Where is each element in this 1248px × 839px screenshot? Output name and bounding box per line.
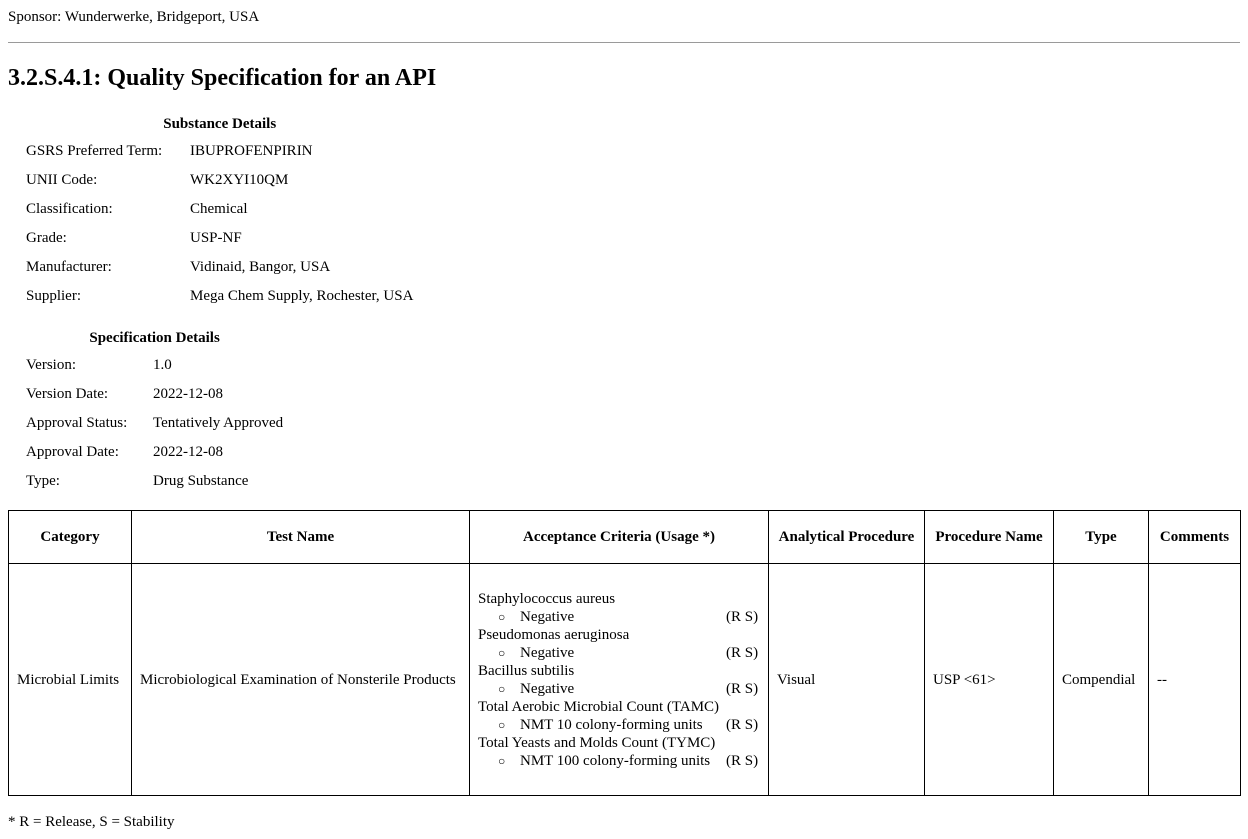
criteria-result	[478, 752, 760, 770]
page-title: 3.2.S.4.1: Quality Specification for an API	[8, 65, 437, 91]
spec-label: Version Date:	[26, 385, 109, 402]
header-analytical-procedure: Analytical Procedure	[769, 511, 925, 564]
specification-table	[8, 510, 1241, 796]
spec-row	[26, 350, 283, 379]
cell-analytical-procedure: Visual	[769, 564, 925, 796]
spec-value: 2022-12-08	[153, 443, 223, 460]
spec-value: 2022-12-08	[153, 385, 223, 402]
substance-row	[26, 165, 413, 194]
specification-details-table	[26, 329, 283, 495]
criteria-usage: (R S)	[726, 680, 759, 697]
criteria-result	[478, 680, 760, 698]
header-category: Category	[9, 511, 132, 564]
criteria-usage: (R S)	[726, 644, 759, 661]
hollow-bullet-icon: ○	[498, 645, 506, 660]
cell-comments: --	[1149, 564, 1241, 796]
cell-procedure-name: USP <61>	[925, 564, 1054, 796]
criteria-result	[478, 608, 760, 626]
criteria-usage: (R S)	[726, 716, 759, 733]
spec-row	[26, 466, 283, 495]
spec-row	[26, 437, 283, 466]
usage-footnote: * R = Release, S = Stability	[8, 814, 175, 830]
substance-row	[26, 194, 413, 223]
header-acceptance-criteria: Acceptance Criteria (Usage *)	[470, 511, 769, 564]
criteria-result	[478, 716, 760, 734]
spec-row	[26, 408, 283, 437]
header-test-name: Test Name	[132, 511, 470, 564]
spec-value: Tentatively Approved	[153, 414, 284, 431]
criteria-usage: (R S)	[726, 608, 759, 625]
spec-label: Version:	[26, 356, 76, 373]
hollow-bullet-icon: ○	[498, 753, 506, 768]
substance-row	[26, 281, 413, 310]
substance-value: Vidinaid, Bangor, USA	[190, 258, 331, 275]
horizontal-divider	[8, 42, 1240, 43]
substance-details-caption: Substance Details	[163, 116, 277, 132]
header-type: Type	[1054, 511, 1149, 564]
substance-row	[26, 136, 413, 165]
substance-label: GSRS Preferred Term:	[26, 142, 163, 159]
criteria-result-value: NMT 100 colony-forming units	[520, 752, 711, 769]
substance-label: Grade:	[26, 229, 67, 246]
header-comments: Comments	[1149, 511, 1241, 564]
substance-value: USP-NF	[190, 229, 242, 246]
substance-details-table	[26, 115, 413, 310]
table-row	[9, 564, 1241, 796]
header-procedure-name: Procedure Name	[925, 511, 1054, 564]
criteria-result-value: Negative	[520, 680, 575, 697]
substance-row	[26, 223, 413, 252]
table-header-row	[9, 511, 1241, 564]
criteria-result-value: Negative	[520, 608, 575, 625]
criteria-organism: Pseudomonas aeruginosa	[478, 626, 630, 643]
substance-value: IBUPROFENPIRIN	[190, 142, 313, 159]
hollow-bullet-icon: ○	[498, 609, 506, 624]
spec-value: Drug Substance	[153, 472, 249, 489]
substance-label: Manufacturer:	[26, 258, 112, 275]
cell-acceptance-criteria	[470, 564, 769, 796]
substance-value: Chemical	[190, 200, 248, 217]
spec-value: 1.0	[153, 356, 172, 373]
substance-label: Classification:	[26, 200, 113, 217]
substance-value: Mega Chem Supply, Rochester, USA	[190, 287, 414, 304]
criteria-result-value: NMT 10 colony-forming units	[520, 716, 703, 733]
hollow-bullet-icon: ○	[498, 681, 506, 696]
specification-details-caption: Specification Details	[89, 330, 220, 346]
sponsor-line: Sponsor: Wunderwerke, Bridgeport, USA	[8, 9, 260, 25]
hollow-bullet-icon: ○	[498, 717, 506, 732]
spec-label: Type:	[26, 472, 60, 489]
criteria-organism: Total Yeasts and Molds Count (TYMC)	[478, 734, 716, 751]
substance-row	[26, 252, 413, 281]
spec-label: Approval Status:	[26, 414, 128, 431]
criteria-result	[478, 644, 760, 662]
cell-type: Compendial	[1054, 564, 1149, 796]
substance-value: WK2XYI10QM	[190, 171, 289, 188]
spec-row	[26, 379, 283, 408]
cell-category: Microbial Limits	[9, 564, 132, 796]
substance-label: Supplier:	[26, 287, 81, 304]
criteria-result-value: Negative	[520, 644, 575, 661]
criteria-organism: Total Aerobic Microbial Count (TAMC)	[478, 698, 720, 715]
cell-test-name: Microbiological Examination of Nonsterile Products	[132, 564, 470, 796]
criteria-organism: Bacillus subtilis	[478, 662, 575, 679]
criteria-usage: (R S)	[726, 752, 759, 769]
substance-label: UNII Code:	[26, 171, 98, 188]
spec-label: Approval Date:	[26, 443, 119, 460]
criteria-organism: Staphylococcus aureus	[478, 590, 616, 607]
